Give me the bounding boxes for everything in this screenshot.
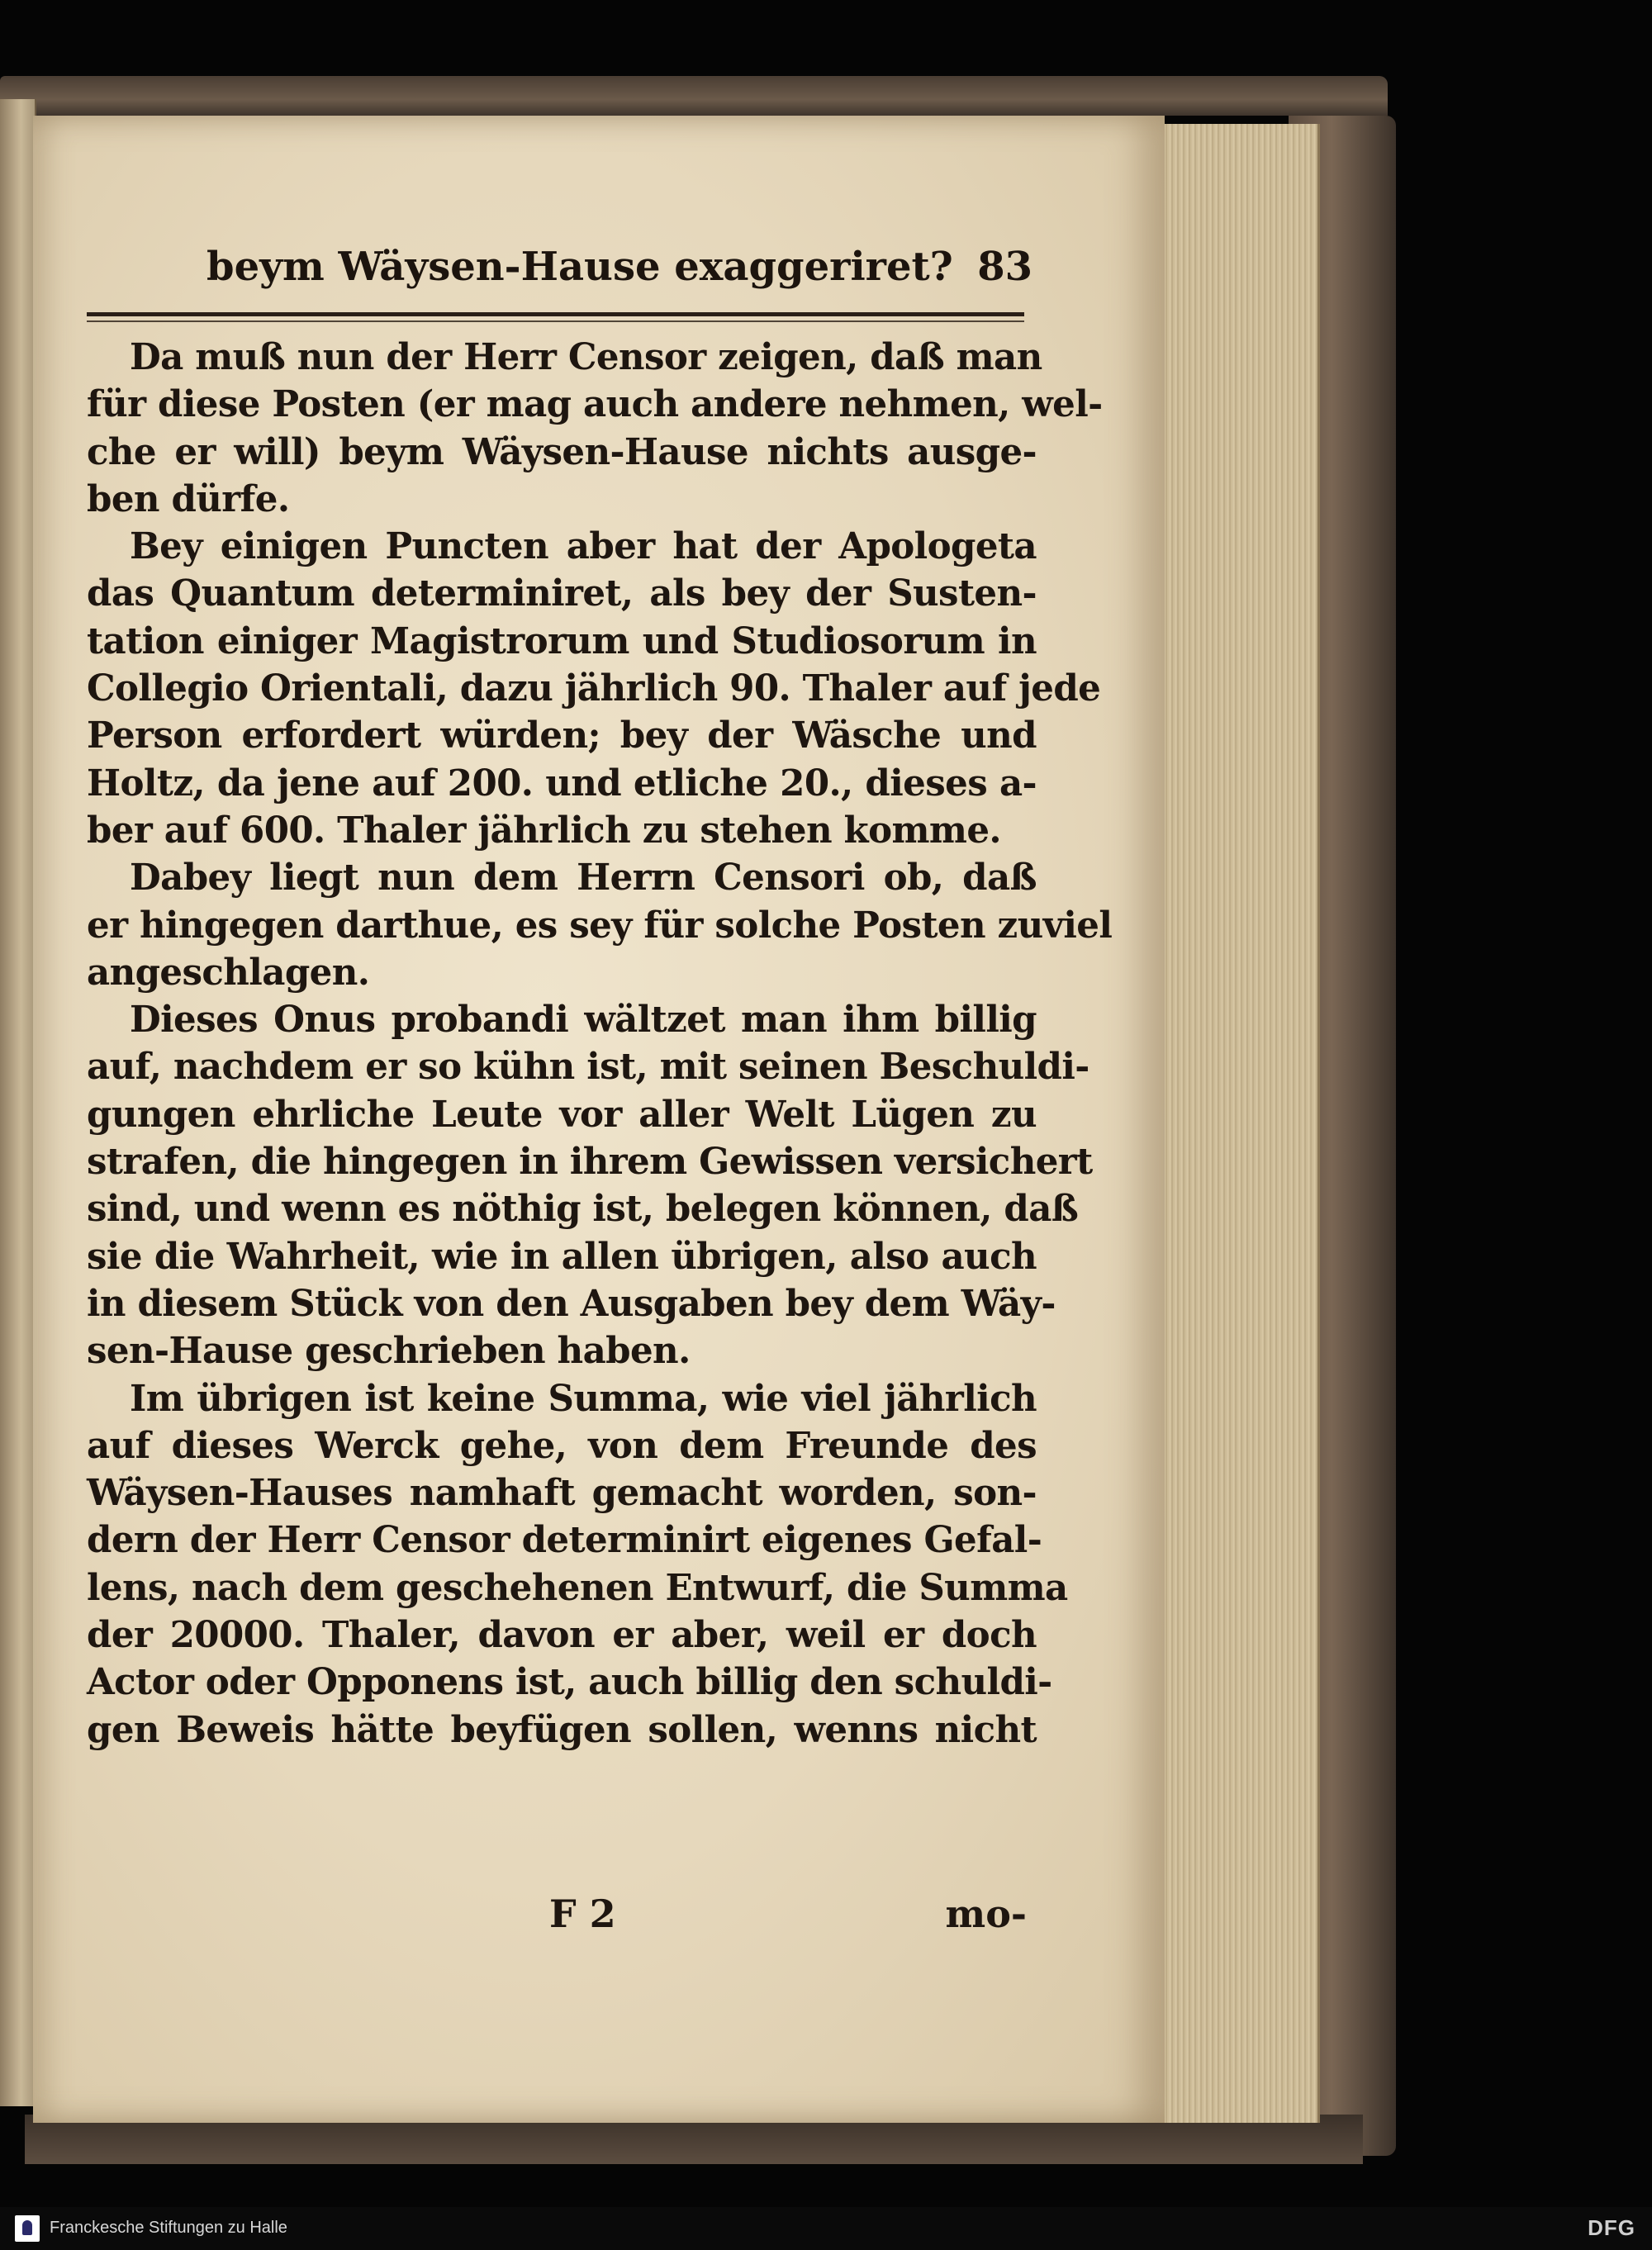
dfg-logo: DFG (1588, 2215, 1635, 2240)
running-head: beym Wäysen-Hause exaggeriret? (206, 244, 953, 290)
page-header (173, 244, 1032, 310)
text-line: auf, nachdem er so kühn ist, mit seinen Beschuldi- (87, 1046, 1089, 1089)
text-line: Wäysen-Hauses namhaft gemacht worden, son- (87, 1472, 1037, 1515)
text-line: auf dieses Werck gehe, von dem Freunde des (87, 1424, 1037, 1467)
facing-page-sliver (0, 99, 36, 2106)
text-line: Collegio Orientali, dazu jährlich 90. Thaler auf jede (87, 667, 1101, 710)
text-line: sie die Wahrheit, wie in allen übrigen, also auch (87, 1235, 1037, 1278)
catchword: mo- (945, 1892, 1027, 1936)
text-line: für diese Posten (er mag auch andere nehmen, wel- (87, 383, 1103, 426)
text-line: lens, nach dem geschehenen Entwurf, die Summa (87, 1566, 1068, 1609)
page-foot (87, 1892, 1037, 1941)
text-line: Holtz, da jene auf 200. und etliche 20., dieses a- (87, 762, 1037, 805)
book-cover-top-edge (0, 76, 1388, 116)
page-block-edges (1156, 124, 1320, 2123)
text-line: Da muß nun der Herr Censor zeigen, daß man (130, 336, 1042, 378)
text-line: che er will) beym Wäysen-Hause nichts ausge- (87, 430, 1037, 473)
text-line: sen-Hause geschrieben haben. (87, 1330, 691, 1373)
text-line: Actor oder Opponens ist, auch billig den schuldi- (87, 1661, 1052, 1704)
text-line: angeschlagen. (87, 951, 370, 994)
page-number: 83 (977, 244, 1032, 290)
text-line: dern der Herr Censor determinirt eigenes Gefal- (87, 1519, 1042, 1562)
text-line: Im übrigen ist keine Summa, wie viel jährlich (130, 1377, 1037, 1420)
viewer-footer (0, 2207, 1652, 2250)
institution-logo-icon (15, 2215, 40, 2242)
header-rule-thin (87, 320, 1024, 322)
body-text (87, 334, 1113, 1754)
text-line: tation einiger Magistrorum und Studiosorum in (87, 619, 1037, 662)
text-line: ber auf 600. Thaler jährlich zu stehen komme. (87, 809, 1001, 852)
header-rule (87, 312, 1024, 316)
text-line: gen Beweis hätte beyfügen sollen, wenns nicht (87, 1708, 1037, 1751)
text-line: er hingegen darthue, es sey für solche Posten zuviel (87, 904, 1113, 947)
text-line: Dabey liegt nun dem Herrn Censori ob, daß (130, 857, 1037, 900)
text-line: das Quantum determiniret, als bey der Susten- (87, 572, 1037, 615)
text-line: Bey einigen Puncten aber hat der Apologeta (130, 525, 1037, 568)
text-line: Dieses Onus probandi wältzet man ihm billig (130, 999, 1037, 1042)
text-line: strafen, die hingegen in ihrem Gewissen versichert (87, 1141, 1093, 1184)
text-line: in diesem Stück von den Ausgaben bey dem Wäy- (87, 1282, 1056, 1325)
text-line: ben dürfe. (87, 477, 290, 520)
text-line: sind, und wenn es nöthig ist, belegen können, daß (87, 1188, 1079, 1231)
text-line: der 20000. Thaler, davon er aber, weil er doch (87, 1614, 1037, 1657)
signature-mark: F 2 (549, 1892, 616, 1936)
text-line: gungen ehrliche Leute vor aller Welt Lügen zu (87, 1093, 1037, 1136)
institution-name: Franckesche Stiftungen zu Halle (50, 2219, 287, 2237)
text-line: Person erfordert würden; bey der Wäsche und (87, 714, 1037, 757)
